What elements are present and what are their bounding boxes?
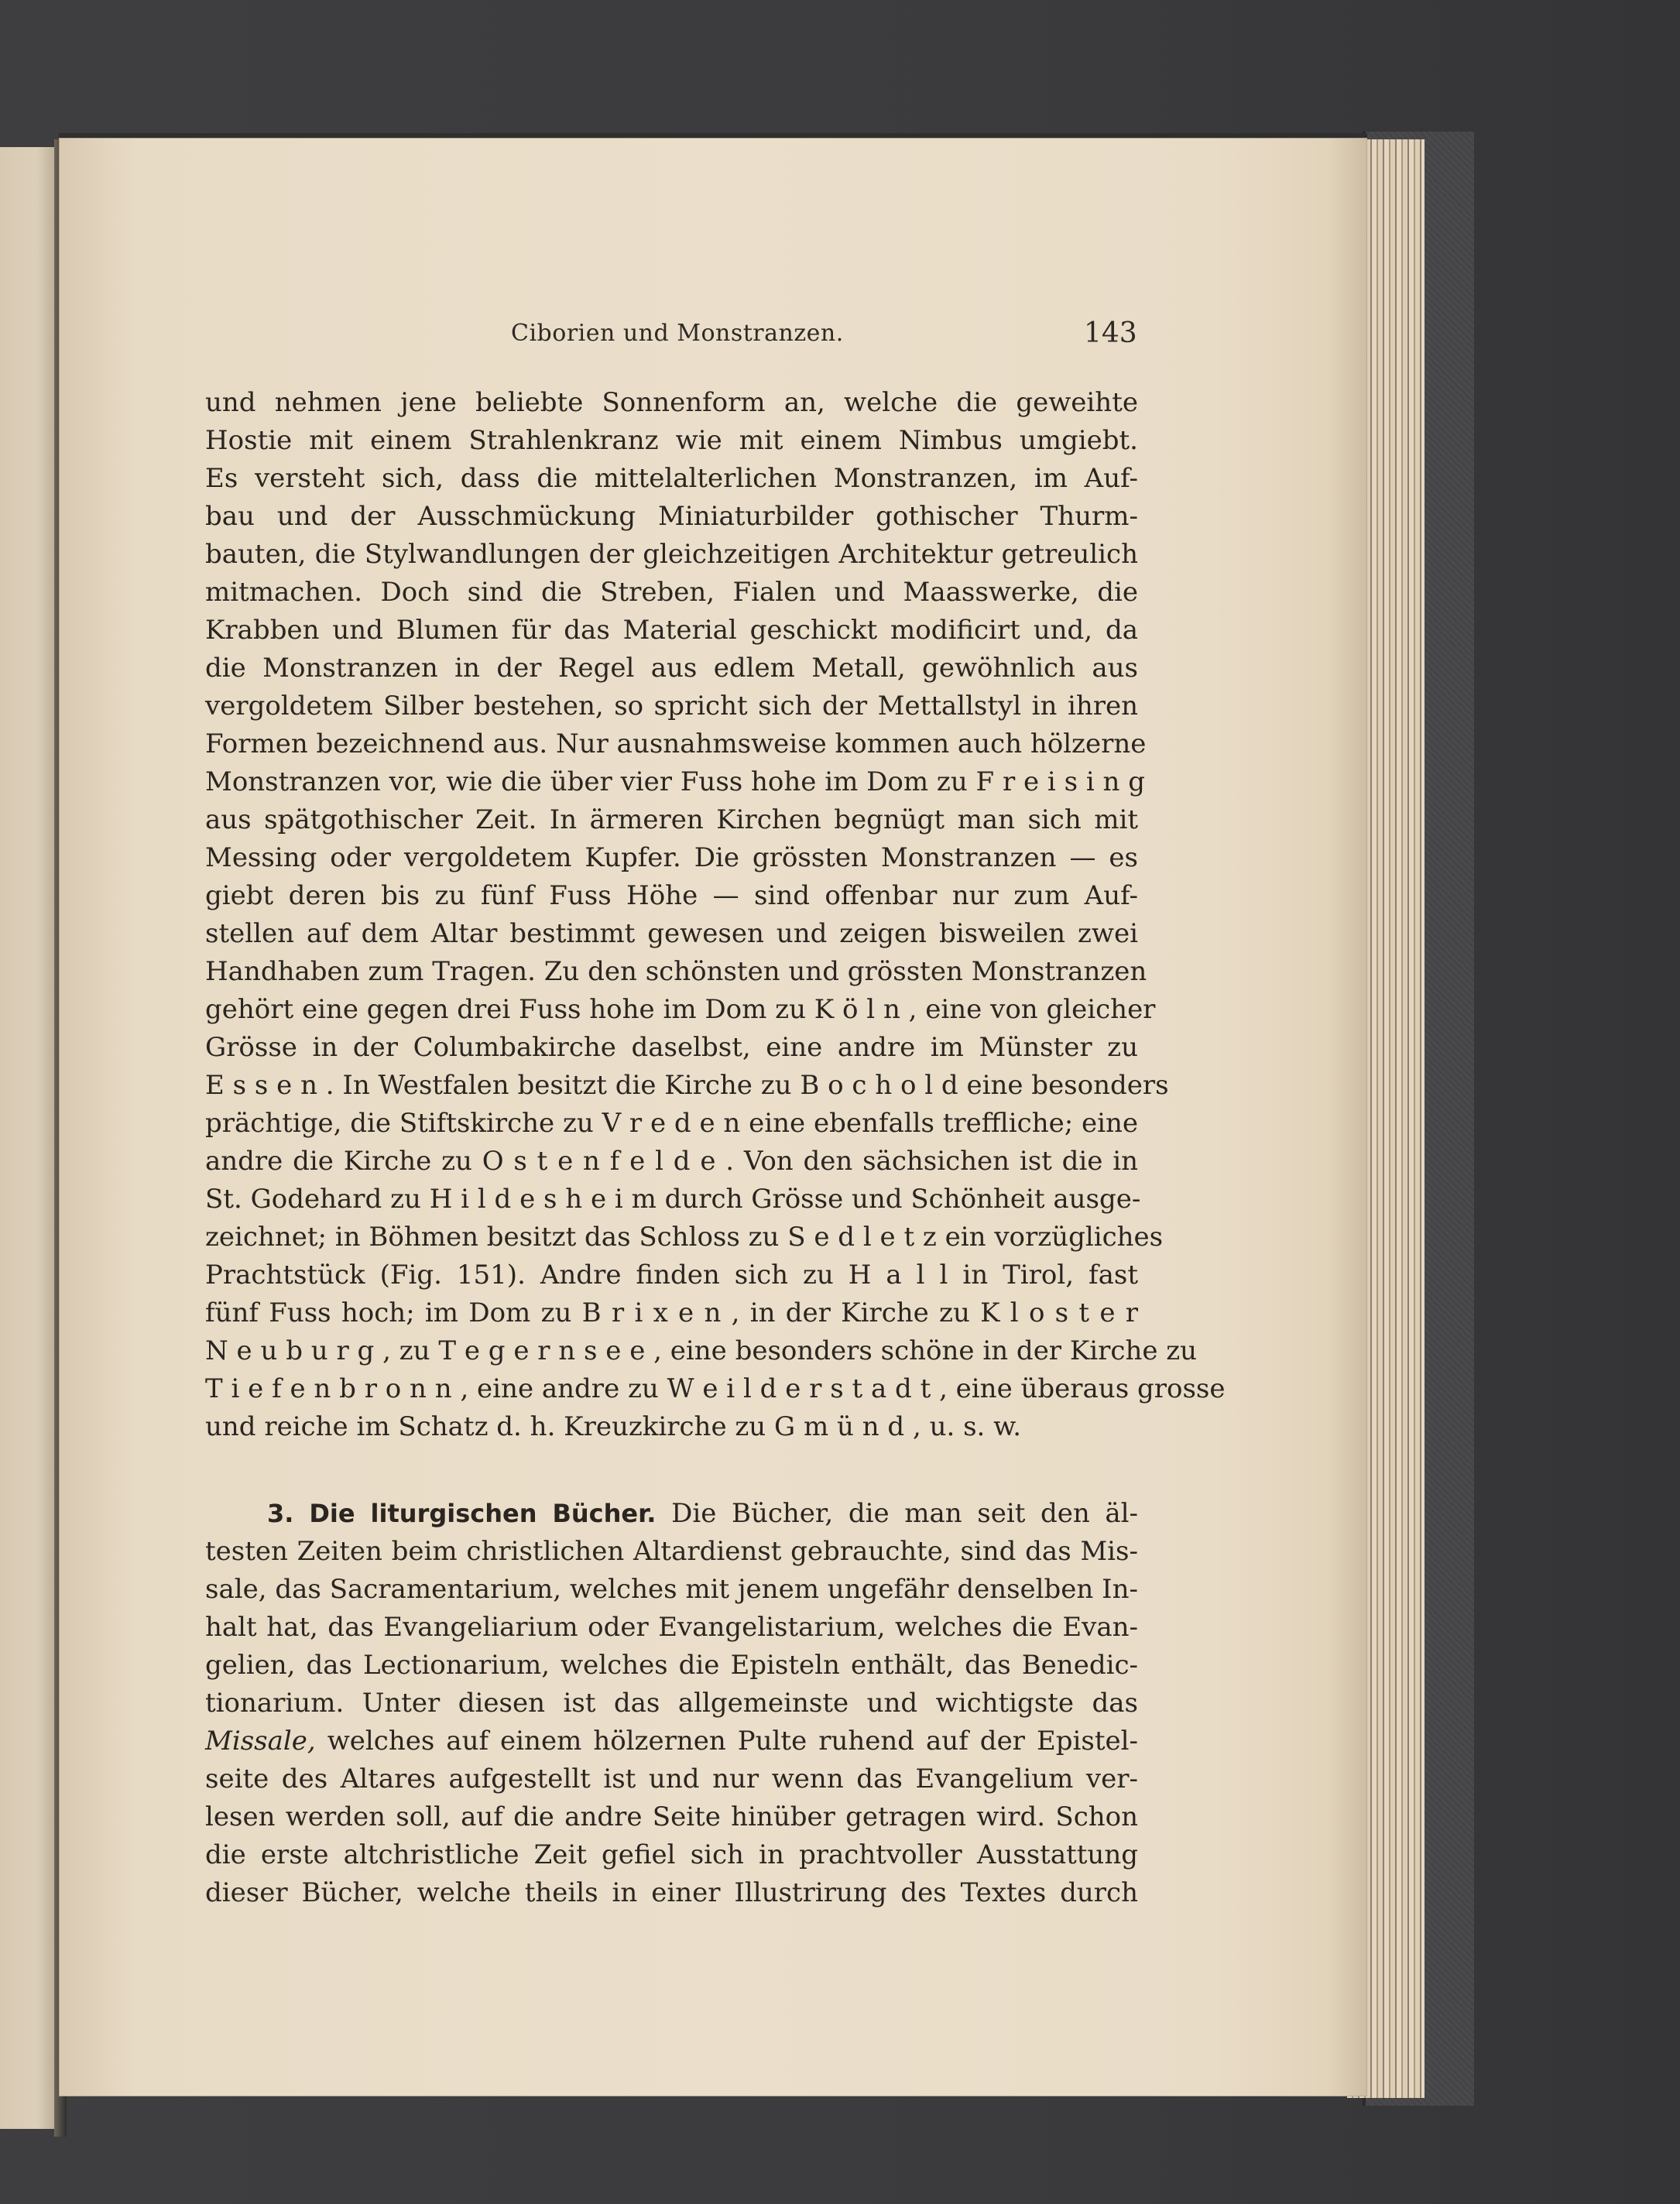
body-line: prächtige, die Stiftskirche zu V r e d e n eine ebenfalls treffliche; eine — [205, 1108, 1138, 1139]
body-line: Messing oder vergoldetem Kupfer. Die grössten Monstranzen — es — [205, 842, 1138, 873]
page-number: 143 — [1084, 317, 1137, 349]
body-line: andre die Kirche zu O s t e n f e l d e . Von den sächsichen ist die in — [205, 1146, 1138, 1177]
section-first-line — [267, 1498, 1138, 1529]
body-line: St. Godehard zu H i l d e s h e i m durch Grösse und Schönheit ausge- — [205, 1184, 1141, 1215]
section-line: seite des Altares aufgestellt ist und nur wenn das Evangelium ver- — [205, 1764, 1138, 1794]
body-line: T i e f e n b r o n n , eine andre zu W e i l d e r s t a d t , eine überaus grosse — [205, 1373, 1226, 1404]
section-heading: 3. Die liturgischen Bücher. — [267, 1499, 657, 1528]
section-line: die erste altchristliche Zeit gefiel sich in prachtvoller Ausstattung — [205, 1839, 1138, 1870]
body-line: stellen auf dem Altar bestimmt gewesen und zeigen bisweilen zwei — [205, 918, 1138, 949]
body-line: N e u b u r g , zu T e g e r n s e e , eine besonders schöne in der Kirche zu — [205, 1335, 1198, 1366]
body-line: und reiche im Schatz d. h. Kreuzkirche zu G m ü n d , u. s. w. — [205, 1411, 1022, 1442]
running-head: Ciborien und Monstranzen. — [511, 320, 844, 347]
section-line: gelien, das Lectionarium, welches die Episteln enthält, das Benedic- — [205, 1650, 1138, 1681]
body-line: Prachtstück (Fig. 151). Andre finden sich zu H a l l in Tirol, fast — [205, 1260, 1138, 1291]
body-line: aus spätgothischer Zeit. In ärmeren Kirchen begnügt man sich mit — [205, 804, 1138, 835]
body-line: Monstranzen vor, wie die über vier Fuss hohe im Dom zu F r e i s i n g — [205, 766, 1146, 797]
section-line: halt hat, das Evangeliarium oder Evangelistarium, welches die Evan- — [205, 1612, 1138, 1643]
section-line: dieser Bücher, welche theils in einer Illustrirung des Textes durch — [205, 1877, 1138, 1908]
body-line: gehört eine gegen drei Fuss hohe im Dom zu K ö l n , eine von gleicher — [205, 994, 1156, 1025]
section-line: testen Zeiten beim christlichen Altardienst gebrauchte, sind das Mis- — [205, 1536, 1138, 1567]
section-line: tionarium. Unter diesen ist das allgemeinste und wichtigste das — [205, 1688, 1138, 1719]
body-line: E s s e n . In Westfalen besitzt die Kirche zu B o c h o l d eine besonders — [205, 1070, 1169, 1101]
body-line: Formen bezeichnend aus. Nur ausnahmsweise kommen auch hölzerne — [205, 728, 1147, 759]
section-line: sale, das Sacramentarium, welches mit jenem ungefähr denselben In- — [205, 1574, 1138, 1605]
body-line: fünf Fuss hoch; im Dom zu B r i x e n , in der Kirche zu K l o s t e r — [205, 1297, 1138, 1328]
italic-term: Missale, — [205, 1726, 316, 1757]
body-line: und nehmen jene beliebte Sonnenform an, welche die geweihte — [205, 387, 1138, 418]
body-line: Krabben und Blumen für das Material geschickt modificirt und, da — [205, 615, 1138, 646]
section-italic-line — [205, 1726, 1138, 1757]
body-line: mitmachen. Doch sind die Streben, Fialen und Maasswerke, die — [205, 577, 1138, 608]
section-italic-line-text: welches auf einem hölzernen Pulte ruhend auf der Epistel- — [327, 1726, 1138, 1757]
body-line: Grösse in der Columbakirche daselbst, eine andre im Münster zu — [205, 1032, 1138, 1063]
body-line: bau und der Ausschmückung Miniaturbilder gothischer Thurm- — [205, 501, 1138, 532]
body-line: die Monstranzen in der Regel aus edlem Metall, gewöhnlich aus — [205, 653, 1138, 684]
body-line: zeichnet; in Böhmen besitzt das Schloss zu S e d l e t z ein vorzügliches — [205, 1222, 1164, 1253]
section-line: lesen werden soll, auf die andre Seite hinüber getragen wird. Schon — [205, 1801, 1138, 1832]
section-first-line-text: Die Bücher, die man seit den äl- — [671, 1498, 1139, 1529]
body-line: Hostie mit einem Strahlenkranz wie mit einem Nimbus umgiebt. — [205, 425, 1138, 456]
facing-page-edge — [0, 147, 62, 2129]
body-line: Handhaben zum Tragen. Zu den schönsten und grössten Monstranzen — [205, 956, 1147, 987]
body-line: giebt deren bis zu fünf Fuss Höhe — sind offenbar nur zum Auf- — [205, 880, 1138, 911]
body-line: Es versteht sich, dass die mittelalterlichen Monstranzen, im Auf- — [205, 463, 1138, 494]
body-line: vergoldetem Silber bestehen, so spricht sich der Mettallstyl in ihren — [205, 691, 1138, 722]
body-line: bauten, die Stylwandlungen der gleichzeitigen Architektur getreulich — [205, 539, 1138, 570]
